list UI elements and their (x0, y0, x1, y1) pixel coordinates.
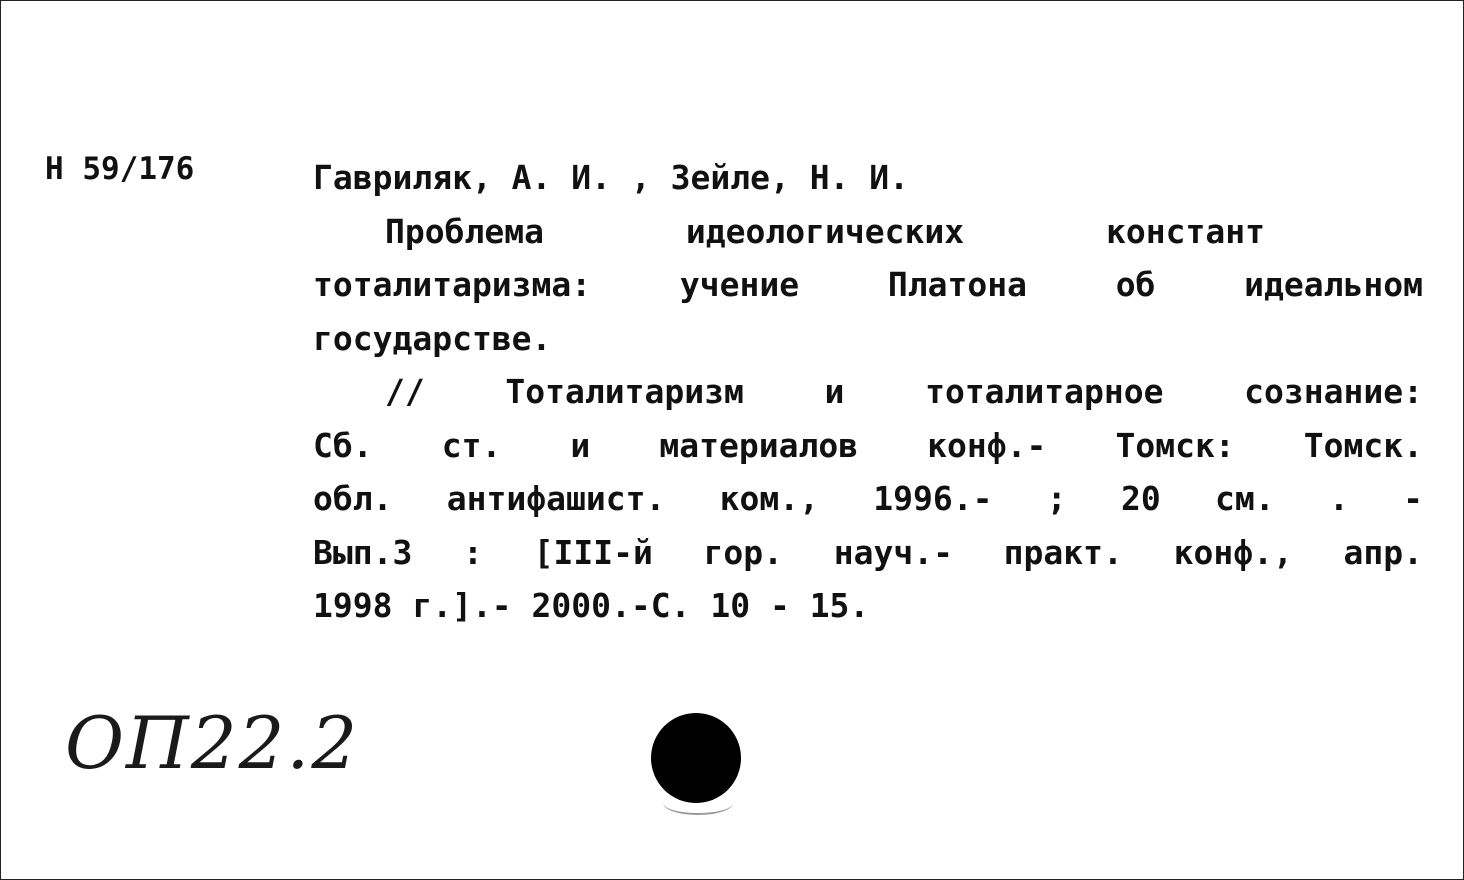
punch-hole-shadow (663, 791, 733, 815)
entry-source-line-2: Сб. ст. и материалов конф.- Томск: Томск. (313, 425, 1423, 465)
punch-hole (651, 713, 741, 803)
handwritten-classmark: ОП22.2 (65, 701, 360, 785)
entry-title-line-2: тоталитаризма: учение Платона об идеальном (313, 265, 1423, 304)
entry-source-line-1: // Тоталитаризм и тоталитарное сознание: (385, 372, 1423, 411)
entry-source-line-5: 1998 г.].- 2000.-С. 10 - 15. (313, 586, 870, 625)
entry-title-line-1: Проблема идеологических констант (385, 211, 1265, 251)
shelfmark: Н 59/176 (45, 151, 195, 187)
bibliographic-entry (313, 151, 1423, 633)
entry-source-line-4: Вып.3 : [III-й гор. науч.- практ. конф., апр. (313, 532, 1423, 572)
entry-source-line-3: обл. антифашист. ком., 1996.- ; 20 см. . - (313, 479, 1423, 518)
entry-authors: Гавриляк, А. И. , Зейле, Н. И. (313, 158, 910, 197)
entry-title-line-3: государстве. (313, 318, 552, 358)
